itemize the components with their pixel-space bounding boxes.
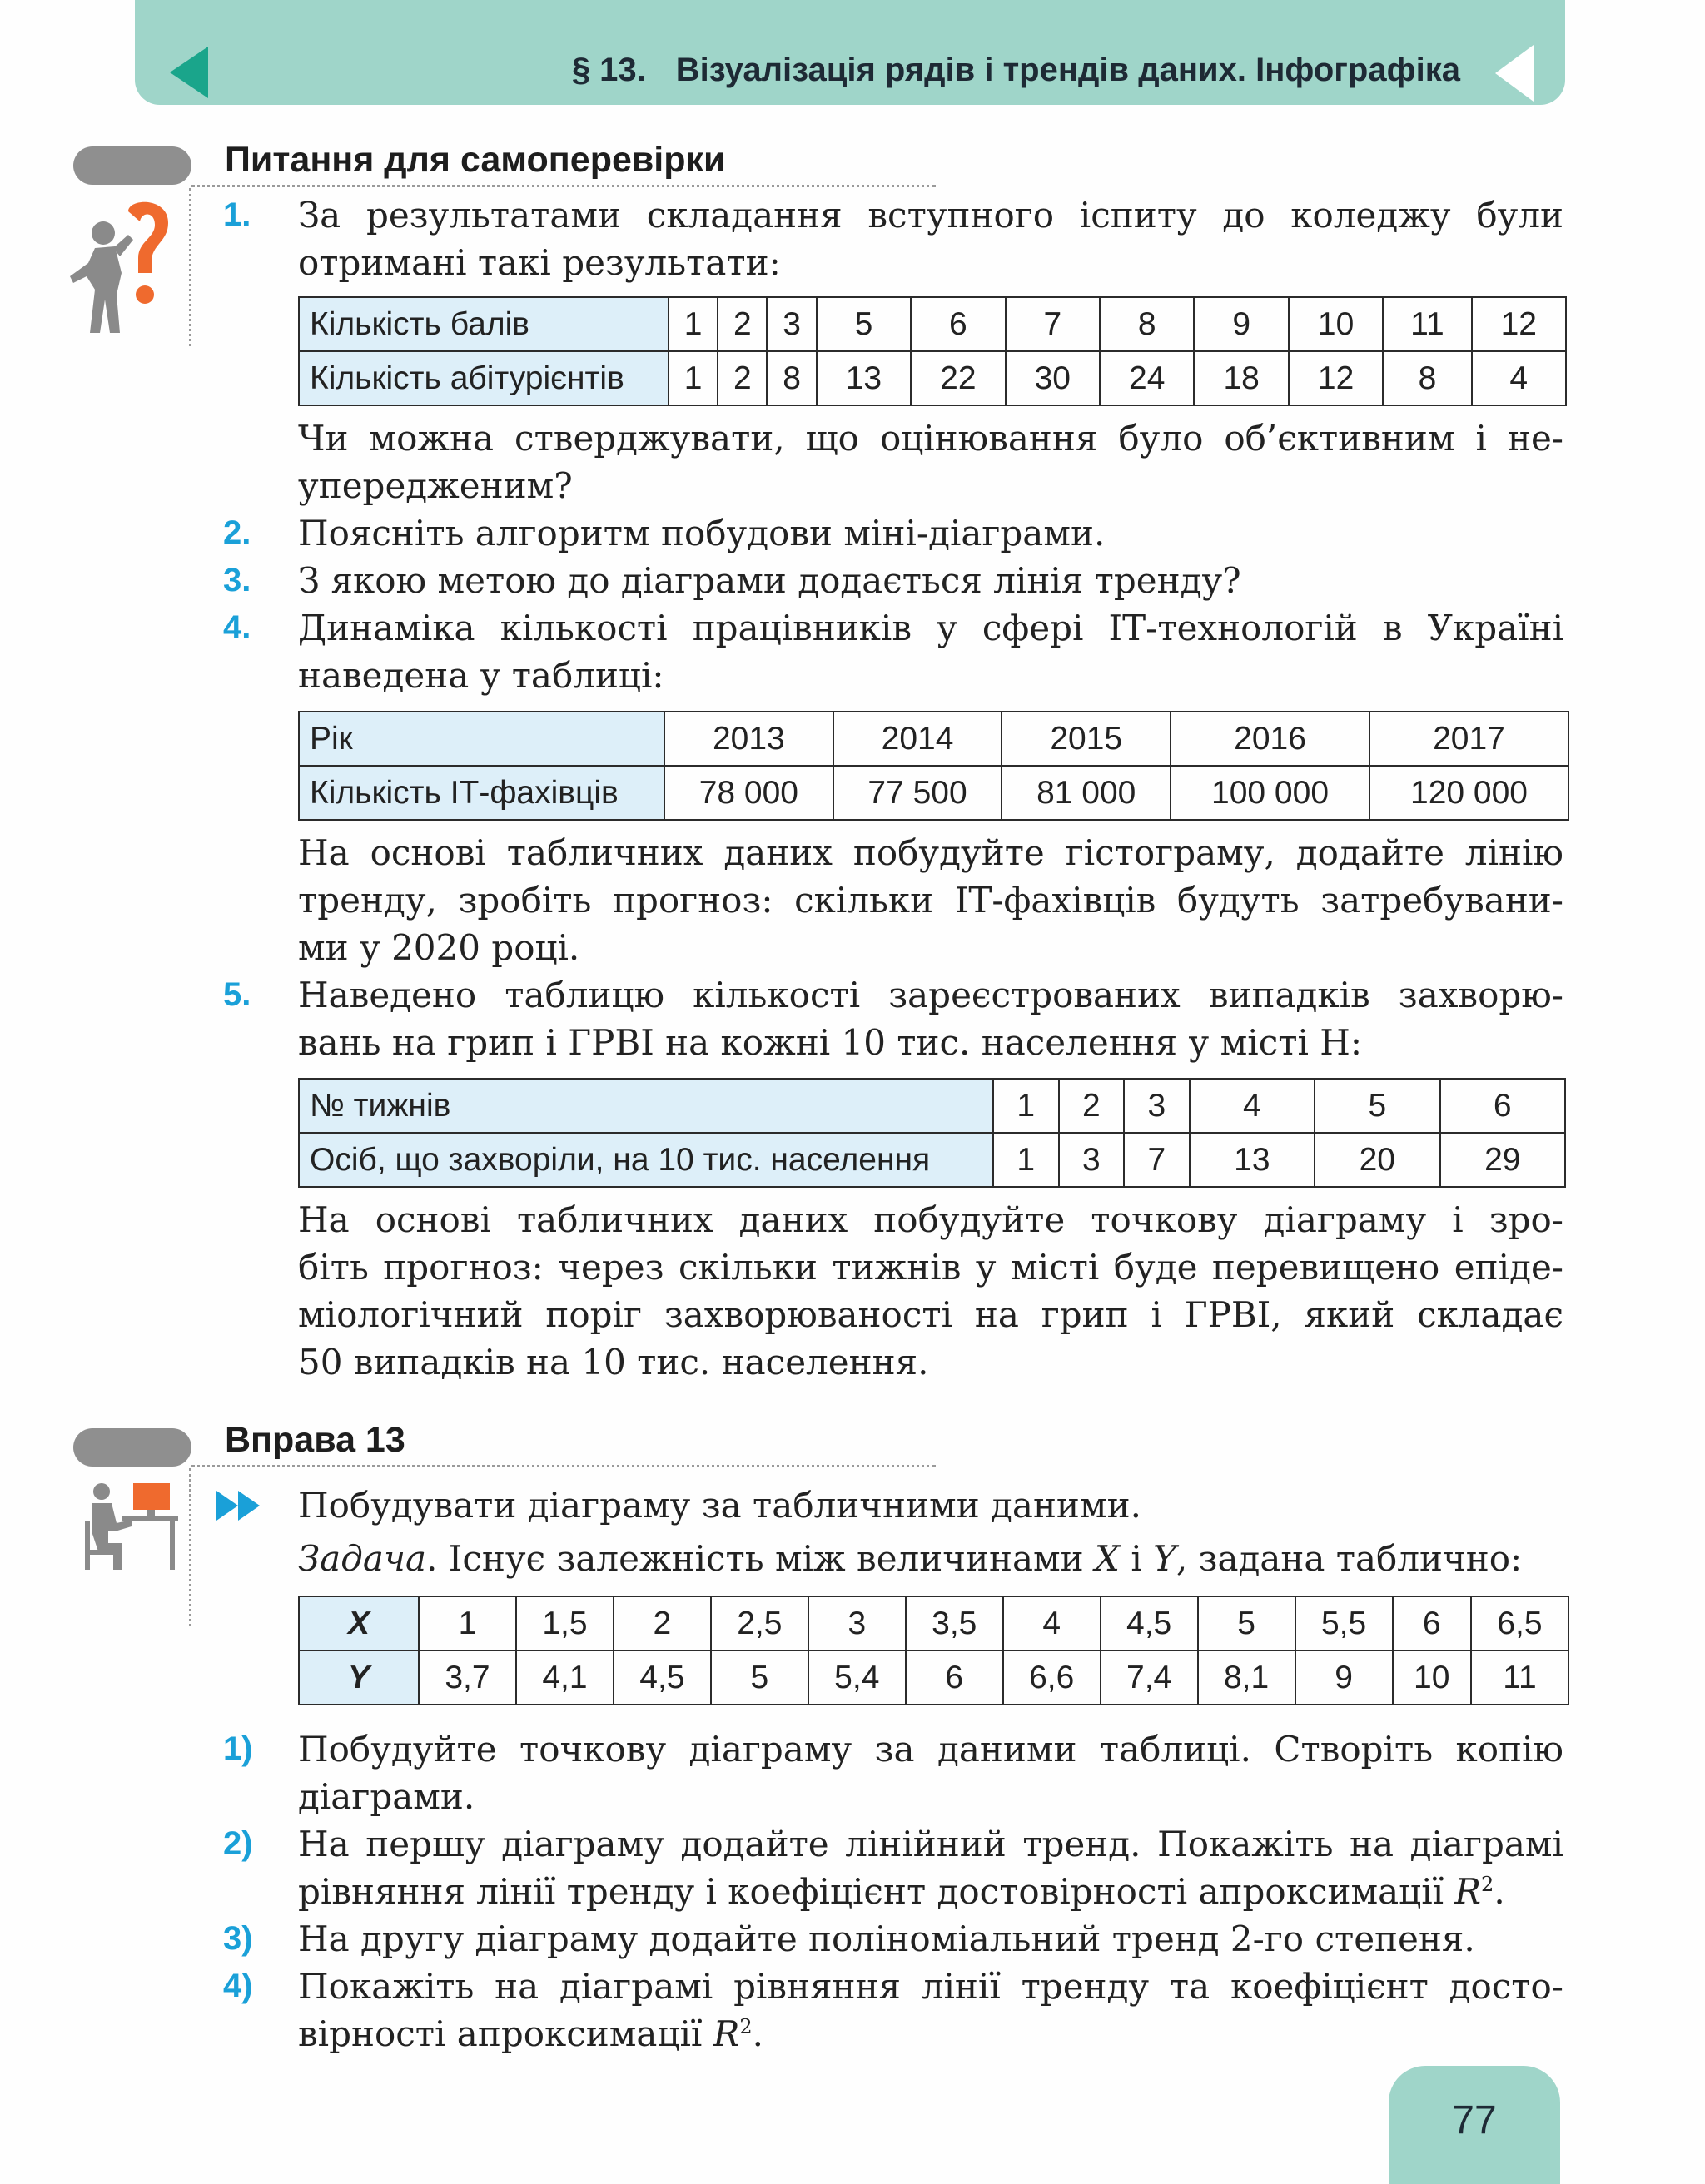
table-cell: 1 — [419, 1596, 516, 1650]
scores-table — [298, 296, 1567, 406]
exercise-intro: Побудувати діаграму за табличними даними. — [298, 1485, 1141, 1526]
section-number: § 13. — [571, 52, 646, 88]
table-cell: 2017 — [1369, 712, 1568, 766]
table-cell: 8,1 — [1198, 1650, 1295, 1705]
table-cell: 6 — [1440, 1079, 1565, 1133]
question-text: 50 випадків на 10 тис. населення. — [298, 1342, 929, 1382]
table-cell: 5,5 — [1295, 1596, 1393, 1650]
question-text: Наведено таблицю кількості зареєстрованих випадків захворю- — [298, 975, 1563, 1015]
table-header-cell: Кількість балів — [299, 297, 669, 351]
step-text: На першу діаграму додайте лінійний тренд. Покажіть на діаграмі — [298, 1824, 1563, 1864]
table-cell: 7 — [1006, 297, 1100, 351]
table-cell: 12 — [1289, 351, 1383, 405]
divider — [191, 1465, 936, 1467]
question-text: наведена у таблиці: — [298, 655, 664, 696]
table-row — [299, 1133, 1565, 1187]
table-cell: 11 — [1383, 297, 1471, 351]
table-cell: 30 — [1006, 351, 1100, 405]
step-text: На другу діаграму додайте поліноміальний тренд 2-го степеня. — [298, 1918, 1475, 1959]
question-text: На основі табличних даних побудуйте точкову діаграму і зро- — [298, 1199, 1563, 1240]
table-cell: 1 — [993, 1133, 1059, 1187]
table-cell: 3 — [767, 297, 816, 351]
table-cell: 3,7 — [419, 1650, 516, 1705]
divider — [191, 185, 936, 187]
table-cell: 77 500 — [833, 766, 1002, 820]
table-cell: 120 000 — [1369, 766, 1568, 820]
question-text: отримані такі результати: — [298, 242, 781, 283]
superscript: 2 — [739, 2015, 753, 2038]
question-text: З якою метою до діаграми додається лінія тренду? — [298, 560, 1241, 601]
question-text: ми у 2020 році. — [298, 927, 580, 968]
table-cell: 6,5 — [1471, 1596, 1568, 1650]
question-text: біть прогноз: через скільки тижнів у місті буде перевищено епіде- — [298, 1247, 1563, 1288]
table-cell: 2 — [718, 297, 767, 351]
flu-cases-table — [298, 1078, 1566, 1188]
table-header-cell: Y — [299, 1650, 419, 1705]
person-at-computer-icon — [80, 1480, 180, 1573]
table-row — [299, 1079, 1565, 1133]
r-symbol: R — [1454, 1871, 1482, 1912]
step-number: 3) — [223, 1920, 253, 1957]
table-cell: 3,5 — [906, 1596, 1003, 1650]
question-text: За результатами складання вступного іспиту до коледжу були — [298, 195, 1563, 236]
table-cell: 100 000 — [1171, 766, 1369, 820]
question-number: 5. — [223, 976, 251, 1013]
table-cell: 7 — [1124, 1133, 1190, 1187]
question-number: 2. — [223, 514, 251, 551]
variable-x: X — [1095, 1538, 1120, 1579]
table-cell: 2 — [1059, 1079, 1125, 1133]
page-header — [135, 0, 1565, 105]
divider — [189, 1468, 191, 1626]
table-header-cell: № тижнів — [299, 1079, 993, 1133]
table-row — [299, 1596, 1568, 1650]
table-cell: 13 — [1190, 1133, 1315, 1187]
next-page-arrow-icon[interactable] — [1495, 45, 1534, 102]
task-label: Задача — [298, 1538, 427, 1579]
table-cell: 1,5 — [516, 1596, 614, 1650]
it-specialists-table — [298, 711, 1569, 821]
table-cell: 5 — [817, 297, 911, 351]
section-marker — [73, 146, 191, 185]
table-cell: 2013 — [664, 712, 833, 766]
table-cell: 3 — [1059, 1133, 1125, 1187]
step-text-part: вірності апроксимації — [298, 2013, 703, 2054]
table-cell: 11 — [1471, 1650, 1568, 1705]
table-cell: 78 000 — [664, 766, 833, 820]
table-cell: 2015 — [1002, 712, 1171, 766]
table-header-cell: Кількість абітурієнтів — [299, 351, 669, 405]
step-number: 4) — [223, 1968, 253, 2004]
table-cell: 6 — [906, 1650, 1003, 1705]
table-cell: 29 — [1440, 1133, 1565, 1187]
step-text: діаграми. — [298, 1776, 475, 1817]
table-cell: 4 — [1190, 1079, 1315, 1133]
table-cell: 81 000 — [1002, 766, 1171, 820]
table-row — [299, 766, 1568, 820]
table-cell: 4,1 — [516, 1650, 614, 1705]
period: . — [752, 2013, 763, 2054]
thinking-person-question-icon — [70, 196, 178, 340]
question-number: 3. — [223, 562, 251, 598]
table-cell: 18 — [1194, 351, 1288, 405]
table-cell: 12 — [1472, 297, 1566, 351]
superscript: 2 — [1481, 1873, 1494, 1896]
table-cell: 4 — [1003, 1596, 1101, 1650]
table-header-cell: Осіб, що захворіли, на 10 тис. населення — [299, 1133, 993, 1187]
table-cell: 8 — [767, 351, 816, 405]
section-title: Візуалізація рядів і трендів даних. Інфографіка — [675, 52, 1460, 88]
exercise-heading: Вправа 13 — [225, 1420, 405, 1460]
step-text: Покажіть на діаграмі рівняння лінії тренду та коефіцієнт досто- — [298, 1966, 1563, 2007]
question-number: 4. — [223, 609, 251, 646]
question-text: тренду, зробіть прогноз: скільки ІТ-фахівців будуть затребувани- — [298, 880, 1563, 921]
table-cell: 6,6 — [1003, 1650, 1101, 1705]
table-cell: 1 — [669, 297, 718, 351]
question-text: міологічний поріг захворюваності на грип і ГРВІ, який складає — [298, 1294, 1563, 1335]
exercise-task — [298, 1535, 1563, 1582]
table-cell: 22 — [911, 351, 1005, 405]
table-cell: 2,5 — [711, 1596, 808, 1650]
page-number: 77 — [1452, 2098, 1497, 2142]
table-cell: 2016 — [1171, 712, 1369, 766]
task-tail: , задана таблично: — [1176, 1538, 1523, 1579]
divider — [189, 188, 191, 346]
table-row — [299, 712, 1568, 766]
table-cell: 7,4 — [1101, 1650, 1198, 1705]
table-cell: 5,4 — [808, 1650, 906, 1705]
question-number: 1. — [223, 196, 251, 233]
period: . — [1494, 1871, 1505, 1912]
table-cell: 5 — [1198, 1596, 1295, 1650]
table-row — [299, 297, 1566, 351]
question-text: вань на грип і ГРВІ на кожні 10 тис. населення у місті Н: — [298, 1022, 1363, 1063]
step-text: Побудуйте точкову діаграму за даними таблиці. Створіть копію — [298, 1729, 1563, 1770]
table-cell: 4 — [1472, 351, 1566, 405]
section-marker — [73, 1428, 191, 1467]
step-text — [298, 1868, 1563, 1915]
table-cell: 2014 — [833, 712, 1002, 766]
question-text: Динаміка кількості працівників у сфері ІТ-технологій в Україні — [298, 608, 1563, 648]
table-cell: 8 — [1100, 297, 1194, 351]
conjunction: і — [1131, 1538, 1142, 1579]
prev-page-arrow-icon[interactable] — [170, 47, 208, 98]
table-cell: 4,5 — [1101, 1596, 1198, 1650]
table-cell: 13 — [817, 351, 911, 405]
table-cell: 3 — [1124, 1079, 1190, 1133]
question-text: На основі табличних даних побудуйте гістограму, додайте лінію — [298, 832, 1563, 873]
table-cell: 3 — [808, 1596, 906, 1650]
table-cell: 6 — [1393, 1596, 1471, 1650]
step-text — [298, 2010, 1563, 2057]
xy-table — [298, 1596, 1569, 1705]
step-text-part: рівняння лінії тренду і коефіцієнт достовірності апроксимації — [298, 1871, 1444, 1912]
question-text: упередженим? — [298, 465, 573, 506]
table-cell: 10 — [1393, 1650, 1471, 1705]
table-cell: 6 — [911, 297, 1005, 351]
table-cell: 5 — [711, 1650, 808, 1705]
table-header-cell: Рік — [299, 712, 664, 766]
double-arrow-icon — [216, 1491, 263, 1521]
table-cell: 10 — [1289, 297, 1383, 351]
table-cell: 8 — [1383, 351, 1471, 405]
table-cell: 9 — [1295, 1650, 1393, 1705]
table-cell: 1 — [669, 351, 718, 405]
table-cell: 2 — [718, 351, 767, 405]
header-title — [572, 52, 1460, 89]
table-cell: 4,5 — [614, 1650, 711, 1705]
table-cell: 20 — [1315, 1133, 1439, 1187]
table-cell: 5 — [1315, 1079, 1439, 1133]
table-cell: 1 — [993, 1079, 1059, 1133]
r-symbol: R — [713, 2013, 740, 2054]
step-number: 1) — [223, 1730, 253, 1767]
table-header-cell: X — [299, 1596, 419, 1650]
questions-heading: Питання для самоперевірки — [225, 140, 726, 180]
step-number: 2) — [223, 1825, 253, 1862]
table-cell: 9 — [1194, 297, 1288, 351]
table-row — [299, 351, 1566, 405]
question-text: Поясніть алгоритм побудови міні-діаграми. — [298, 513, 1106, 553]
table-row — [299, 1650, 1568, 1705]
task-text: . Існує залежність між величинами — [426, 1538, 1084, 1579]
table-header-cell: Кількість ІТ-фахівців — [299, 766, 664, 820]
table-cell: 2 — [614, 1596, 711, 1650]
variable-y: Y — [1153, 1538, 1176, 1579]
question-text: Чи можна стверджувати, що оцінювання було об’єктивним і не- — [298, 418, 1563, 459]
table-cell: 24 — [1100, 351, 1194, 405]
